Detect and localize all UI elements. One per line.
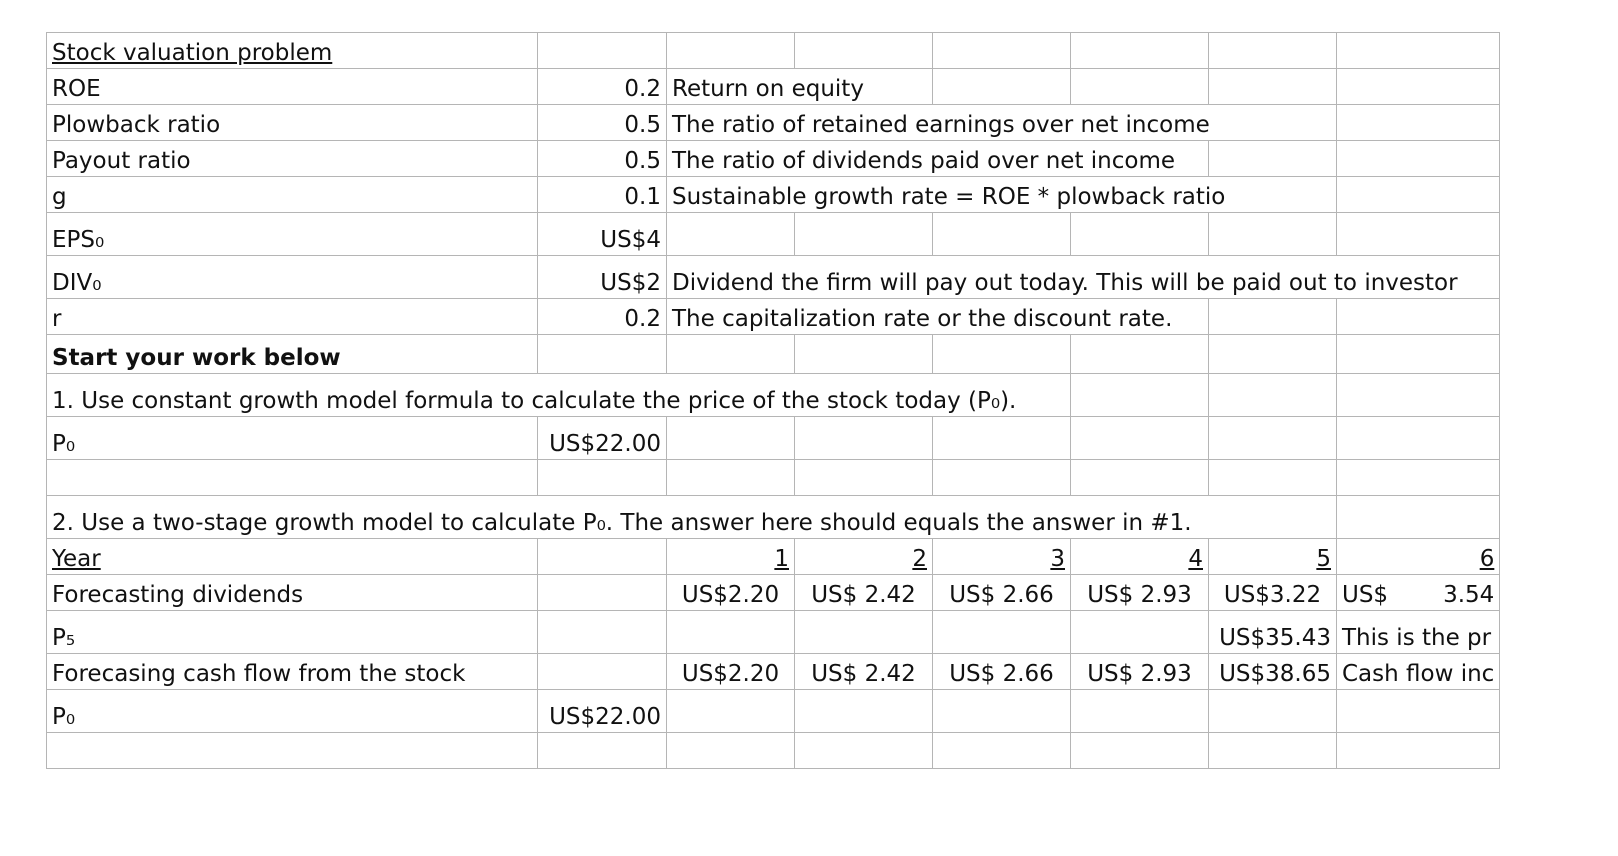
- cell-label-roe[interactable]: ROE: [47, 69, 538, 105]
- cell[interactable]: [1209, 213, 1337, 256]
- cell[interactable]: [1337, 177, 1500, 213]
- cell-year-4[interactable]: 4: [1071, 539, 1209, 575]
- cell-value-r[interactable]: 0.2: [538, 299, 667, 335]
- cell[interactable]: [1209, 690, 1337, 733]
- cell-value-roe[interactable]: 0.2: [538, 69, 667, 105]
- row-roe: [47, 69, 1500, 105]
- cell-year-3[interactable]: 3: [933, 539, 1071, 575]
- cell-label-eps[interactable]: EPS₀: [47, 213, 538, 256]
- cell-note-g[interactable]: Sustainable growth rate = ROE * plowback ratio: [667, 177, 1337, 213]
- row-eps: [47, 213, 1500, 256]
- row-payout: [47, 141, 1500, 177]
- cell[interactable]: [667, 213, 795, 256]
- cell[interactable]: [1209, 335, 1337, 374]
- cell[interactable]: [1071, 690, 1209, 733]
- cell-cash-flow-year-5[interactable]: US$38.65: [1209, 654, 1337, 690]
- cell[interactable]: [538, 575, 667, 611]
- cell[interactable]: [795, 335, 933, 374]
- cell[interactable]: [795, 417, 933, 460]
- cell[interactable]: [47, 733, 538, 769]
- row-q1: [47, 374, 1500, 417]
- row-p0-q1: [47, 417, 1500, 460]
- row-div: [47, 256, 1500, 299]
- cell-label-year[interactable]: Year: [47, 539, 538, 575]
- cell[interactable]: [1209, 141, 1337, 177]
- cell[interactable]: [1337, 141, 1500, 177]
- cell-dividend-year-1[interactable]: US$2.20: [667, 575, 795, 611]
- cell[interactable]: [1209, 733, 1337, 769]
- cell-value-p0-q1[interactable]: US$22.00: [538, 417, 667, 460]
- cell-note-plowback[interactable]: The ratio of retained earnings over net income: [667, 105, 1337, 141]
- cell-year-2[interactable]: 2: [795, 539, 933, 575]
- row-p5: [47, 611, 1500, 654]
- cell-label-cash-flow[interactable]: Forecasing cash flow from the stock: [47, 654, 538, 690]
- cell[interactable]: [538, 539, 667, 575]
- cell-title[interactable]: Stock valuation problem: [47, 33, 538, 69]
- cell-note-payout[interactable]: The ratio of dividends paid over net income: [667, 141, 1209, 177]
- cell[interactable]: [538, 335, 667, 374]
- cell-note-p5[interactable]: This is the pr: [1337, 611, 1500, 654]
- cell-value-plowback[interactable]: 0.5: [538, 105, 667, 141]
- cell-cash-flow-year-3[interactable]: US$ 2.66: [933, 654, 1071, 690]
- cell[interactable]: [1071, 417, 1209, 460]
- cell[interactable]: [1337, 335, 1500, 374]
- cell-note-r[interactable]: The capitalization rate or the discount rate.: [667, 299, 1209, 335]
- cell[interactable]: [933, 733, 1071, 769]
- cell[interactable]: [538, 460, 667, 496]
- cell[interactable]: [1071, 733, 1209, 769]
- row-empty: [47, 460, 1500, 496]
- cell-value-div[interactable]: US$2: [538, 256, 667, 299]
- row-empty: [47, 733, 1500, 769]
- cell-value-p5[interactable]: US$35.43: [1209, 611, 1337, 654]
- cell-label-div[interactable]: DIV₀: [47, 256, 538, 299]
- cell[interactable]: [1337, 496, 1500, 539]
- cell-dividend-year-5[interactable]: US$3.22: [1209, 575, 1337, 611]
- cell[interactable]: [667, 733, 795, 769]
- cell[interactable]: [1071, 335, 1209, 374]
- cell[interactable]: [1071, 213, 1209, 256]
- cell[interactable]: [933, 611, 1071, 654]
- cell-dividend-year-6-amount: 3.54: [1443, 582, 1495, 608]
- cell-label-r[interactable]: r: [47, 299, 538, 335]
- cell-note-div[interactable]: Dividend the firm will pay out today. This will be paid out to investor: [667, 256, 1500, 299]
- cell-value-g[interactable]: 0.1: [538, 177, 667, 213]
- cell[interactable]: [538, 654, 667, 690]
- spreadsheet-grid: [46, 32, 1500, 769]
- cell[interactable]: [538, 733, 667, 769]
- cell[interactable]: [795, 611, 933, 654]
- cell[interactable]: [795, 690, 933, 733]
- cell[interactable]: [1071, 611, 1209, 654]
- cell[interactable]: [795, 460, 933, 496]
- cell[interactable]: [933, 69, 1071, 105]
- cell-label-p0-q1[interactable]: P₀: [47, 417, 538, 460]
- cell-dividend-year-4[interactable]: US$ 2.93: [1071, 575, 1209, 611]
- cell[interactable]: [1337, 690, 1500, 733]
- row-cash-flow: [47, 654, 1500, 690]
- row-plowback: [47, 105, 1500, 141]
- cell[interactable]: [667, 33, 795, 69]
- cell-question-2[interactable]: 2. Use a two-stage growth model to calculate P₀. The answer here should equals the answer in #1.: [47, 496, 1337, 539]
- cell[interactable]: [667, 417, 795, 460]
- cell[interactable]: [667, 460, 795, 496]
- cell[interactable]: [1337, 105, 1500, 141]
- cell[interactable]: [538, 611, 667, 654]
- row-q2: [47, 496, 1500, 539]
- cell-label-payout[interactable]: Payout ratio: [47, 141, 538, 177]
- cell-label-g[interactable]: g: [47, 177, 538, 213]
- cell-dividend-year-6[interactable]: [1337, 575, 1500, 611]
- cell[interactable]: [667, 611, 795, 654]
- cell-year-5[interactable]: 5: [1209, 539, 1337, 575]
- cell-value-payout[interactable]: 0.5: [538, 141, 667, 177]
- cell[interactable]: [1337, 33, 1500, 69]
- cell[interactable]: [667, 690, 795, 733]
- cell[interactable]: [795, 733, 933, 769]
- cell[interactable]: [1337, 733, 1500, 769]
- cell-year-1[interactable]: 1: [667, 539, 795, 575]
- cell[interactable]: [1209, 460, 1337, 496]
- cell-label-p5[interactable]: P₅: [47, 611, 538, 654]
- cell[interactable]: [1337, 460, 1500, 496]
- cell-note-cash-flow[interactable]: Cash flow inc: [1337, 654, 1500, 690]
- cell-label-plowback[interactable]: Plowback ratio: [47, 105, 538, 141]
- cell[interactable]: [1209, 33, 1337, 69]
- cell[interactable]: [795, 33, 933, 69]
- cell-cash-flow-year-1[interactable]: US$2.20: [667, 654, 795, 690]
- cell[interactable]: [1209, 69, 1337, 105]
- row-r: [47, 299, 1500, 335]
- cell[interactable]: [1337, 213, 1500, 256]
- cell-start-heading[interactable]: Start your work below: [47, 335, 538, 374]
- cell-dividend-year-6-currency: US$: [1342, 582, 1389, 608]
- cell[interactable]: [795, 213, 933, 256]
- cell[interactable]: [1337, 69, 1500, 105]
- cell[interactable]: [933, 33, 1071, 69]
- cell-value-p0-q2[interactable]: US$22.00: [538, 690, 667, 733]
- row-g: [47, 177, 1500, 213]
- cell-cash-flow-year-2[interactable]: US$ 2.42: [795, 654, 933, 690]
- cell-dividend-year-3[interactable]: US$ 2.66: [933, 575, 1071, 611]
- cell[interactable]: [1071, 460, 1209, 496]
- cell[interactable]: [933, 690, 1071, 733]
- cell[interactable]: [933, 460, 1071, 496]
- row-start: [47, 335, 1500, 374]
- cell-label-p0-q2[interactable]: P₀: [47, 690, 538, 733]
- cell[interactable]: [1337, 374, 1500, 417]
- cell-dividend-year-2[interactable]: US$ 2.42: [795, 575, 933, 611]
- cell[interactable]: [933, 417, 1071, 460]
- cell-value-eps[interactable]: US$4: [538, 213, 667, 256]
- cell[interactable]: [538, 33, 667, 69]
- cell[interactable]: [1071, 33, 1209, 69]
- row-title: [47, 33, 1500, 69]
- cell[interactable]: [933, 335, 1071, 374]
- cell[interactable]: [1209, 417, 1337, 460]
- row-forecast-dividends: [47, 575, 1500, 611]
- cell-label-forecast-dividends[interactable]: Forecasting dividends: [47, 575, 538, 611]
- row-p0-q2: [47, 690, 1500, 733]
- cell-year-6[interactable]: 6: [1337, 539, 1500, 575]
- cell[interactable]: [1337, 299, 1500, 335]
- cell[interactable]: [1209, 299, 1337, 335]
- cell-cash-flow-year-4[interactable]: US$ 2.93: [1071, 654, 1209, 690]
- cell[interactable]: [1337, 417, 1500, 460]
- cell[interactable]: [47, 460, 538, 496]
- cell[interactable]: [1071, 374, 1209, 417]
- row-year: [47, 539, 1500, 575]
- cell[interactable]: [667, 335, 795, 374]
- cell[interactable]: [933, 213, 1071, 256]
- cell[interactable]: [1071, 69, 1209, 105]
- cell[interactable]: [1209, 374, 1337, 417]
- cell-note-roe[interactable]: Return on equity: [667, 69, 933, 105]
- cell-question-1[interactable]: 1. Use constant growth model formula to calculate the price of the stock today (P₀).: [47, 374, 1071, 417]
